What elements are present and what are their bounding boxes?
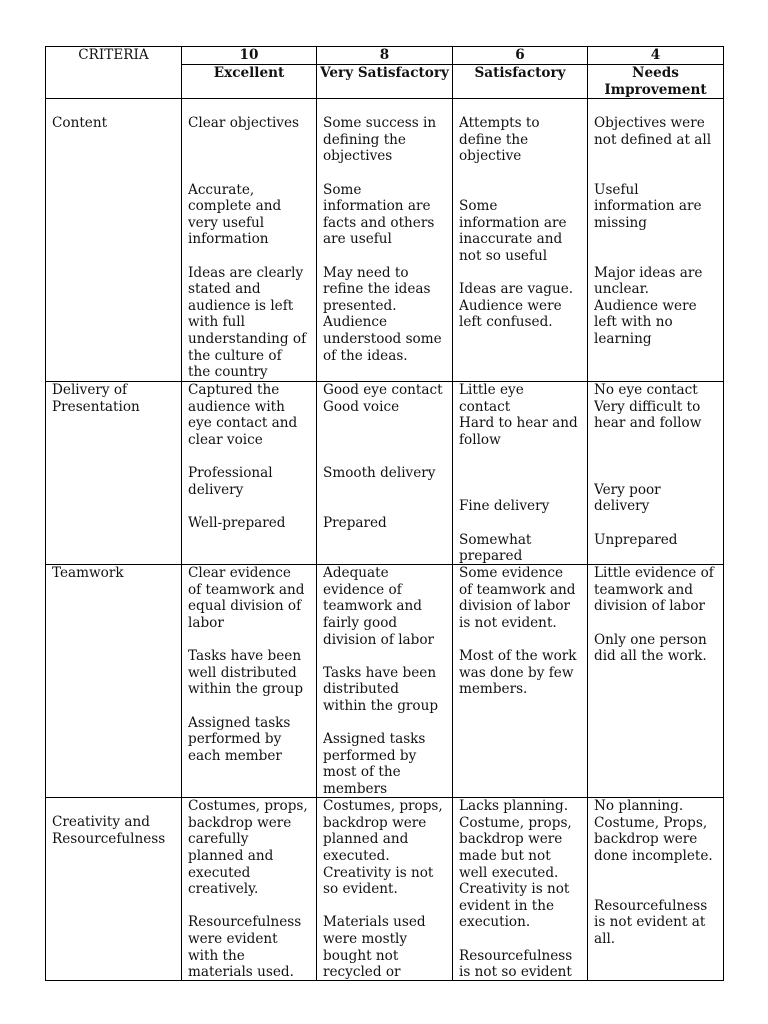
level-label-excellent: Excellent [182, 65, 317, 99]
rubric-cell [182, 565, 317, 798]
rubric-cell [588, 798, 724, 981]
cell-text: Adequate evidence of teamwork and fairly good division of labor Tasks have been distributed within the group Assigned tasks performed by most of the members [323, 565, 439, 797]
rubric-table [45, 46, 724, 981]
rubric-cell [317, 382, 453, 565]
rubric-cell [317, 565, 453, 798]
cell-text: No eye contact Very difficult to hear and follow Very poor delivery Unprepared [594, 382, 702, 548]
cell-text: Costumes, props, backdrop were carefully planned and executed creatively. Resourcefulness were evident with the materials used. [188, 798, 308, 981]
cell-text: Little evidence of teamwork and division of labor Only one person did all the work. [594, 565, 714, 665]
cell-text: Clear evidence of teamwork and equal division of labor Tasks have been well distributed within the group Assigned tasks performed by each member [188, 565, 305, 764]
rubric-cell [588, 382, 724, 565]
rubric-cell [182, 382, 317, 565]
cell-text: Some evidence of teamwork and division of labor is not evident. Most of the work was done by few members. [459, 565, 577, 698]
criteria-header-label: CRITERIA [78, 47, 149, 63]
cell-text: Objectives were not defined at all Useful information are missing Major ideas are unclear. Audience were left with no learning [594, 115, 712, 347]
score-header-10: 10 [182, 47, 317, 65]
rubric-cell [588, 99, 724, 382]
score-header-4: 4 [588, 47, 724, 65]
level-label-satisfactory: Satisfactory [453, 65, 588, 99]
criterion-creativity [46, 798, 182, 981]
level-label-very-satisfactory: Very Satisfactory [317, 65, 453, 99]
rubric-cell [453, 382, 588, 565]
rubric-cell [453, 565, 588, 798]
table-row [46, 798, 724, 981]
rubric-cell [182, 798, 317, 981]
rubric-cell [453, 99, 588, 382]
criterion-label: Content [52, 115, 108, 132]
table-row [46, 382, 724, 565]
table-row [46, 99, 724, 382]
level-label-needs-improvement: Needs Improvement [588, 65, 724, 99]
rubric-cell [317, 99, 453, 382]
criterion-content [46, 99, 182, 382]
cell-text: Captured the audience with eye contact and clear voice Professional delivery Well-prepared [188, 382, 298, 531]
score-header-6: 6 [453, 47, 588, 65]
criterion-label: Creativity and Resourcefulness [52, 814, 166, 847]
rubric-cell [588, 565, 724, 798]
cell-text: Lacks planning. Costume, props, backdrop were made but not well executed. Creativity is not evident in the execution. Resourcefulness is not so evident [459, 798, 573, 981]
cell-text: Little eye contact Hard to hear and follow Fine delivery Somewhat prepared [459, 382, 578, 565]
cell-text: Costumes, props, backdrop were planned and executed. Creativity is not so evident. Materials used were mostly bought not recycled or [323, 798, 443, 981]
rubric-cell [453, 798, 588, 981]
criterion-label: Delivery of Presentation [52, 382, 140, 415]
cell-text: Clear objectives Accurate, complete and very useful information Ideas are clearly stated and audience is left with full understanding of the culture of the country [188, 115, 307, 381]
cell-text: Good eye contact Good voice Smooth delivery Prepared [323, 382, 443, 531]
rubric-cell [182, 99, 317, 382]
cell-text: No planning. Costume, Props, backdrop were done incomplete. Resourcefulness is not evident at all. [594, 798, 713, 947]
criterion-teamwork [46, 565, 182, 798]
cell-text: Some success in defining the objectives Some information are facts and others are useful May need to refine the ideas presented. Audience understood some of the ideas. [323, 115, 442, 364]
criterion-label: Teamwork [52, 565, 124, 582]
cell-text: Attempts to define the objective Some information are inaccurate and not so useful Ideas are vague. Audience were left confused. [459, 115, 574, 331]
rubric-cell [317, 798, 453, 981]
table-row [46, 565, 724, 798]
criteria-header [46, 47, 182, 99]
criterion-delivery [46, 382, 182, 565]
score-header-8: 8 [317, 47, 453, 65]
